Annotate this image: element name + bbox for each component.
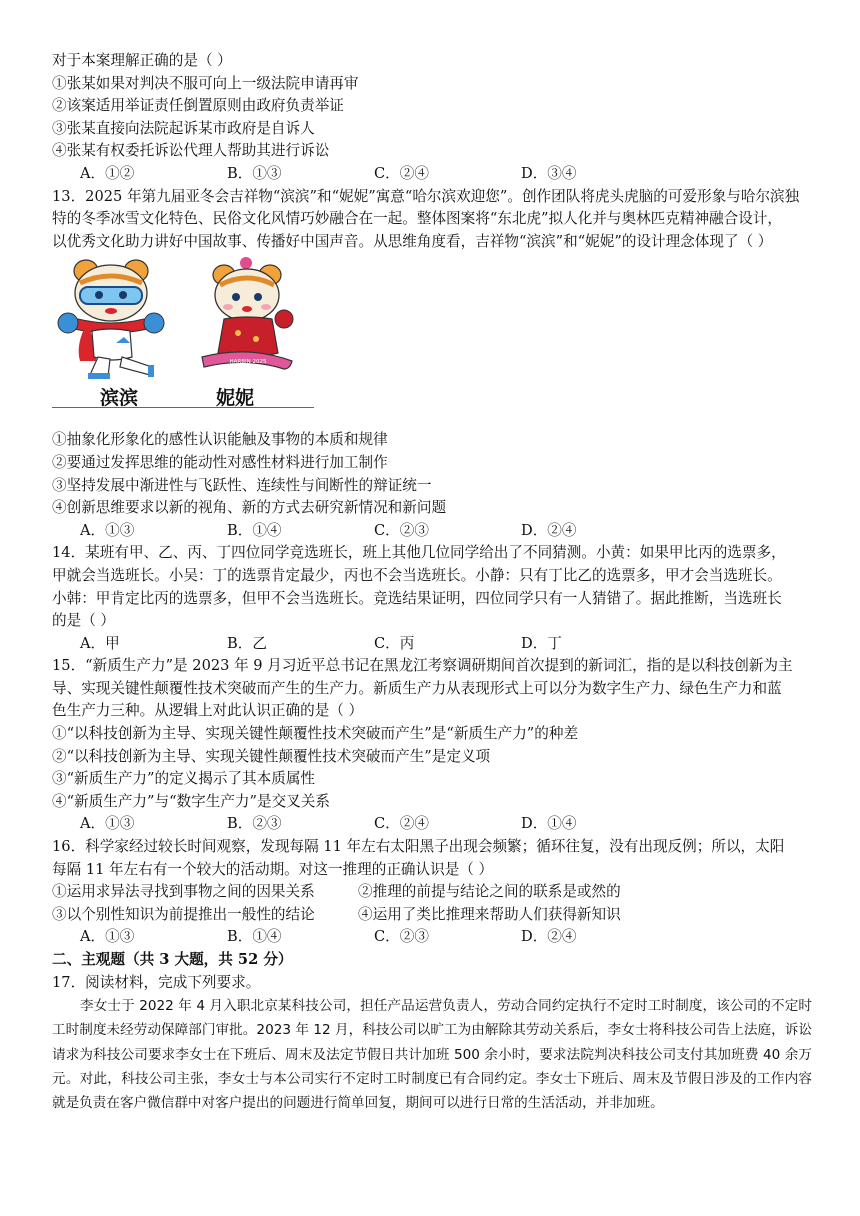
question-stem-line: 13．2025 年第九届亚冬会吉祥物“滨滨”和“妮妮”寓意“哈尔滨欢迎您”。创作团队将虎头虎脑的可爱形象与哈尔滨独 [52,187,800,205]
figure-divider [52,407,314,408]
option-b: B．乙 [227,634,267,652]
question-stem-line: 以优秀文化助力讲好中国故事、传播好中国声音。从思维角度看，吉祥物“滨滨”和“妮妮”的设计理念体现了（ ） [52,232,773,250]
choice-statement: ③坚持发展中渐进性与飞跃性、连续性与间断性的辩证统一 [52,476,432,494]
question-stem-line: 的是（ ） [52,612,116,630]
choice-statement: ④运用了类比推理来帮助人们获得新知识 [358,905,621,923]
question-stem-line: 色生产力三种。从逻辑上对此认识正确的是（ ） [52,702,364,720]
choice-statement: ③张某直接向法院起诉某市政府是自诉人 [52,119,315,137]
question-16 [52,836,812,949]
option-c: C．②④ [374,164,429,182]
choice-statement: ②要通过发挥思维的能动性对感性材料进行加工制作 [52,453,388,471]
choice-statement: ③以个别性知识为前提推出一般性的结论 [52,905,315,923]
question-17-stem: 17．阅读材料，完成下列要求。 [52,973,261,991]
option-d: D．①④ [521,815,577,833]
question-stem-line: 导、实现关键性颠覆性技术突破而产生的生产力。新质生产力从表现形式上可以分为数字生产力、绿色生产力和蓝 [52,679,782,697]
answer-options [52,163,812,186]
choice-statement: ①运用求异法寻找到事物之间的因果关系 [52,883,315,901]
question-stem-line: 小韩：甲肯定比丙的选票多，但甲不会当选班长。竞选结果证明，四位同学只有一人猜错了。据此推断，当选班长 [52,589,782,607]
mascot-caption-binbin: 滨滨 [100,387,139,410]
mascot-caption-nini: 妮妮 [216,387,255,410]
option-b: B．①④ [227,521,282,539]
choice-statement: ②该案适用举证责任倒置原则由政府负责举证 [52,97,344,115]
question-15 [52,655,812,836]
snowboard-text: HARBIN 2025 [229,359,267,366]
choice-row [52,904,812,927]
question-12 [52,50,812,186]
option-a: A．甲 [80,634,120,652]
option-b: B．②③ [227,815,282,833]
choice-row [52,881,812,904]
option-a: A．①③ [80,521,135,539]
question-stem-line: 15．“新质生产力”是 2023 年 9 月习近平总书记在黑龙江考察调研期间首次提到的新词汇，指的是以科技创新为主 [52,657,793,675]
section-subjective [52,949,812,1116]
answer-options [52,633,812,656]
option-a: A．①② [80,164,135,182]
option-d: D．丁 [521,634,562,652]
question-stem-line: 16．科学家经过较长时间观察，发现每隔 11 年左右太阳黑子出现会频繁；循环往复，没有出现反例；所以，太阳 [52,838,785,856]
option-b: B．①④ [227,928,282,946]
choice-statement: ③“新质生产力”的定义揭示了其本质属性 [52,770,316,788]
question-14 [52,542,812,655]
answer-options [52,813,812,836]
choice-statement: ①“以科技创新为主导、实现关键性颠覆性技术突破而产生”是“新质生产力”的种差 [52,725,579,743]
question-stem-line: 甲就会当选班长。小吴：丁的选票肯定最少，丙也不会当选班长。小静：只有丁比乙的选票多，甲才会当选班长。 [52,566,782,584]
option-b: B．①③ [227,164,282,182]
question-stem-line: 特的冬季冰雪文化特色、民俗文化风情巧妙融合在一起。整体图案将“东北虎”拟人化并与奥林匹克精神融合设计， [52,210,783,228]
choice-statement: ①张某如果对判决不服可向上一级法院申请再审 [52,74,359,92]
question-stem-line: 每隔 11 年左右有一个较大的活动期。对这一推理的正确认识是（ ） [52,860,494,878]
option-a: A．①③ [80,815,135,833]
option-a: A．①③ [80,928,135,946]
option-c: C．②③ [374,521,429,539]
choice-statement: ①抽象化形象化的感性认识能触及事物的本质和规律 [52,431,388,449]
option-d: D．②④ [521,928,577,946]
answer-options [52,520,812,543]
option-d: D．②④ [521,521,577,539]
reading-passage: 李女士于 2022 年 4 月入职北京某科技公司，担任产品运营负责人，劳动合同约定执行不定时工时制度，该公司的不定时工时制度未经劳动保障部门审批。2023 年 12 月，科技公司以旷工为由解除其劳动关系后，李女士将科技公司告上法庭，诉讼请求为科技公司要求李女士在下班后、周末及法定节假日共计加班 500 余小时，要求法院判决科技公司支付其加班费 40 余万元。对此，科技公司主张，李女士与本公司实行不定时工时制度已有合同约定。李女士下班后、周末及节假日涉及的工作内容就是负责在客户微信群中对客户提出的问题进行简单回复，期间可以进行日常的生活活动，并非加班。 [52,998,812,1112]
choice-statement: ②“以科技创新为主导、实现关键性颠覆性技术突破而产生”是定义项 [52,747,491,765]
answer-options [52,926,812,949]
choice-statement: ④“新质生产力”与“数字生产力”是交叉关系 [52,792,330,810]
binbin-mascot-image [56,257,168,383]
option-c: C．丙 [374,634,415,652]
choice-statement: ②推理的前提与结论之间的联系是或然的 [358,883,621,901]
section-heading: 二、主观题（共 3 大题，共 52 分） [52,951,293,968]
choice-statement: ④创新思维要求以新的视角、新的方式去研究新情况和新问题 [52,499,447,517]
option-c: C．②④ [374,815,429,833]
mascot-figure [52,257,812,409]
option-d: D．③④ [521,164,577,182]
exam-page [52,50,812,1116]
nini-mascot-image [198,257,298,383]
question-stem: 对于本案理解正确的是（ ） [52,52,232,69]
question-stem-line: 14．某班有甲、乙、丙、丁四位同学竞选班长，班上其他几位同学给出了不同猜测。小黄：如果甲比丙的选票多， [52,544,786,562]
option-c: C．②③ [374,928,429,946]
question-13 [52,186,812,543]
choice-statement: ④张某有权委托诉讼代理人帮助其进行诉讼 [52,142,330,160]
